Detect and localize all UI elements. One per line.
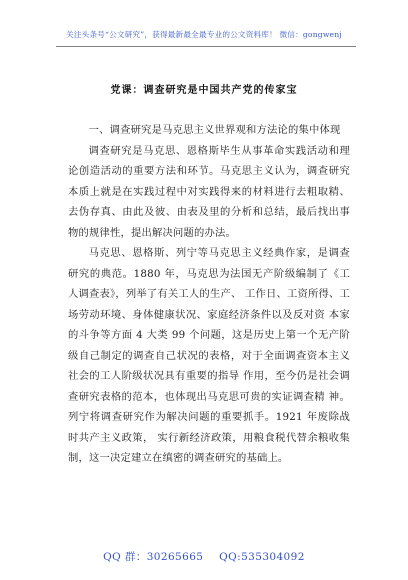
section-heading: 一、调查研究是马克思主义世界观和方法论的集中体现 [88,124,341,136]
footer-qq-contact: QQ:535304092 [219,551,305,563]
paragraph-2: 马克思、恩格斯、列宁等马克思主义经典作家，是调查研究的典范。1880 年，马克思为法国无产阶级编制了《工人调查表》，列举了有关工人的生产、 工作日、工资所得、工场劳动环境、身体健康状况、家庭经济条件以及反对资 本家的斗争等方面 4 大类 99 个问题，这是历史上第一个无产阶级自己制定的调查自己状况的表格，对于全面调查资本主义社会的工人阶级状况具有重要的指导 作用，至今仍是社会调查研究表格的范本，也体现出马克思可贵的实证调查精 神。列宁将调查研究作为解决问题的重要抓手。1921 年废除战时共产主义政策， 实行新经济政策，用粮食税代替余粮收集制，这一决定建立在缜密的调查研究的基础上。 [68,247,350,464]
footer-contact [0,551,408,563]
header-note: 关注头条号“公文研究”，获得最新最全最专业的公文资料库！ 微信：gongwenj [66,30,342,39]
page-title: 党课：调查研究是中国共产党的传家宝 [110,85,298,96]
header-divider [56,46,356,47]
document-body [68,120,350,469]
paragraph-1: 调查研究是马克思、恩格斯毕生从事革命实践活动和理论创造活动的重要方法和环节。马克思主义认为，调查研究本质上就是在实践过程中对实践得来的材料进行去粗取精、去伪存真、由此及彼、由表及里的分析和总结，最后找出事物的规律性，提出解决问题的办法。 [68,144,350,239]
footer-qq-group: QQ 群：30265665 [103,551,204,563]
